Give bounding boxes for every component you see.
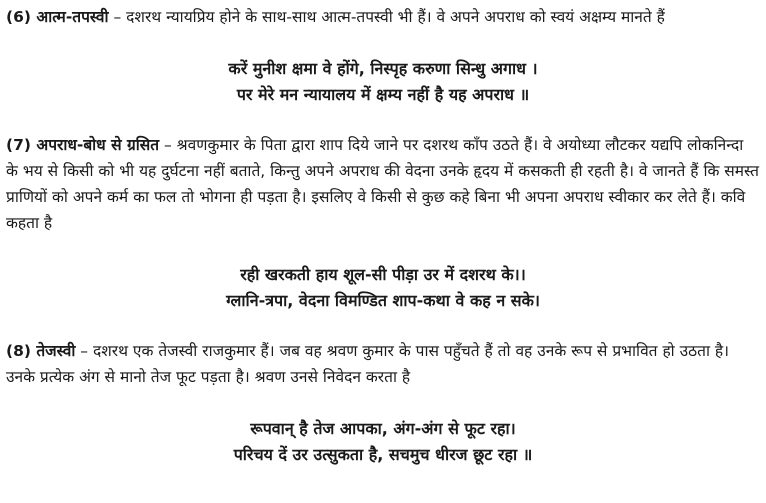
section-6-paragraph (6, 4, 760, 30)
verse-line: रही खरकती हाय शूल-सी पीड़ा उर में दशरथ के।। (240, 265, 526, 284)
section-8-paragraph (6, 338, 760, 390)
section-7-body: श्रवणकुमार के पिता द्वारा शाप दिये जाने पर दशरथ काँप उठते हैं। वे अयोध्या लौटकर यद्यपि लोकनिन्दा के भय से किसी को भी यह दुर्घटना नहीं बताते, किन्तु अपने अपराध की वेदना उनके हृदय में कसकती ही रहती है। वे जानते हैं कि समस्त प्राणियों को अपने कर्म का फल तो भोगना ही पड़ता है। इसलिए वे किसी से कुछ कहे बिना भी अपना अपराध स्वीकार कर लेते हैं। कवि कहता है (6, 136, 759, 232)
section-6-verse (6, 56, 760, 108)
section-7-paragraph (6, 132, 760, 236)
verse-line: करें मुनीश क्षमा वे होंगे, निस्पृह करुणा सिन्धु अगाध । (228, 59, 538, 78)
section-6-heading: (6) आत्म-तपस्वी (6, 8, 109, 26)
section-8-heading: (8) तेजस्वी (6, 342, 76, 360)
section-8-body: दशरथ एक तेजस्वी राजकुमार हैं। जब वह श्रवण कुमार के पास पहुँचते हैं तो वह उनके रूप से प्रभावित हो उठता है। उनके प्रत्येक अंग से मानो तेज फूट पड़ता है। श्रवण उनसे निवेदन करता है (6, 342, 730, 386)
verse-line: पर मेरे मन न्यायालय में क्षम्य नहीं है यह अपराध ॥ (236, 85, 530, 104)
verse-line: परिचय दें उर उत्सुकता है, सचमुच धीरज छूट रहा ॥ (233, 445, 533, 464)
section-7-verse (6, 262, 760, 314)
section-6-body: दशरथ न्यायप्रिय होने के साथ-साथ आत्म-तपस्वी भी हैं। वे अपने अपराध को स्वयं अक्षम्य मानते हैं (126, 8, 665, 26)
section-7-separator: – (159, 136, 177, 154)
section-8-verse (6, 416, 760, 468)
section-7-heading: (7) अपराध-बोध से ग्रसित (6, 136, 160, 154)
section-8-separator: – (75, 342, 93, 360)
section-6-separator: – (108, 8, 127, 26)
verse-line: रूपवान् है तेज आपका, अंग-अंग से फूट रहा। (250, 419, 516, 438)
verse-line: ग्लानि-त्रपा, वेदना विमण्डित शाप-कथा वे कह न सके। (226, 291, 540, 310)
